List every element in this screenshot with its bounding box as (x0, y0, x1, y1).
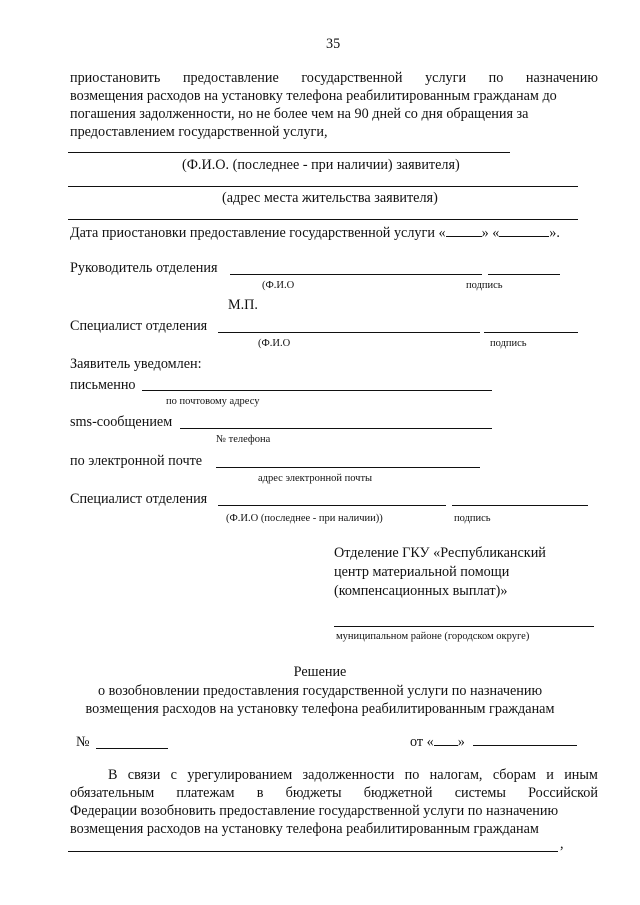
word: по (404, 767, 420, 783)
addressee-line-3: (компенсационных выплат)» (334, 583, 508, 599)
sms-field-line[interactable] (180, 428, 492, 429)
specialist2-label: Специалист отделения (70, 491, 208, 507)
word: услуги (425, 70, 467, 86)
specialist2-sign-caption: подпись (454, 513, 491, 524)
decision-day-field[interactable] (434, 745, 458, 746)
word: приостановить (70, 70, 161, 86)
decision-date-prefix: от « (410, 734, 434, 750)
stamp-mark: М.П. (228, 297, 258, 313)
applicant-fio-caption: (Ф.И.О. (последнее - при наличии) заявителя) (182, 157, 460, 173)
specialist1-label: Специалист отделения (70, 318, 208, 334)
suspension-day-field[interactable] (446, 236, 482, 237)
body-field-line[interactable] (68, 851, 558, 852)
decision-subtitle-2: возмещения расходов на установку телефона реабилитированным гражданам (85, 701, 555, 717)
head-sign-line[interactable] (488, 274, 560, 275)
decision-title: Решение (293, 664, 347, 680)
municipality-field-line[interactable] (334, 626, 594, 627)
intro-line-4: предоставлением государственной услуги, (70, 124, 328, 140)
suspension-month-field[interactable] (499, 236, 549, 237)
specialist2-sign-line[interactable] (452, 505, 588, 506)
body-line-1 (108, 767, 598, 784)
word: бюджетной (363, 785, 433, 801)
body-line-2 (70, 785, 598, 802)
suspension-date-end: ». (549, 225, 560, 241)
word: урегулированием (187, 767, 293, 783)
notified-label: Заявитель уведомлен: (70, 356, 202, 372)
decision-month-year-field[interactable] (473, 745, 577, 746)
word: системы (454, 785, 506, 801)
decision-number-field[interactable] (96, 748, 168, 749)
specialist2-fio-line[interactable] (218, 505, 446, 506)
word: по (488, 70, 504, 86)
word: сборам (492, 767, 536, 783)
word: и (546, 767, 554, 783)
specialist1-sign-caption: подпись (490, 338, 527, 349)
word: В (108, 767, 118, 783)
decision-subtitle-1: о возобновлении предоставления государственной услуги по назначению (97, 683, 543, 699)
word: предоставление (182, 70, 279, 86)
word: задолженности (302, 767, 395, 783)
letter-caption: по почтовому адресу (166, 396, 260, 407)
head-fio-line[interactable] (230, 274, 482, 275)
decision-number-label: № (76, 734, 90, 750)
word: обязательным (70, 785, 155, 801)
word: государственной (301, 70, 403, 86)
letter-field-line[interactable] (142, 390, 492, 391)
word: иным (564, 767, 598, 783)
municipality-caption: муниципальном районе (городском округе) (336, 631, 530, 642)
email-label: по электронной почте (70, 453, 203, 469)
decision-date-row (410, 734, 577, 751)
addressee-line-1: Отделение ГКУ «Республиканский (334, 545, 546, 561)
body-line-5-comma: , (560, 836, 564, 852)
email-field-line[interactable] (216, 467, 480, 468)
word: связи (127, 767, 161, 783)
word: Российской (528, 785, 598, 801)
sms-caption: № телефона (216, 434, 271, 445)
email-caption: адрес электронной почты (258, 473, 373, 484)
page-number: 35 (326, 36, 341, 52)
applicant-address-caption: (адрес места жительства заявителя) (222, 190, 438, 206)
specialist1-sign-line[interactable] (484, 332, 578, 333)
word: в (256, 785, 264, 801)
applicant-fio-line[interactable] (68, 152, 510, 153)
body-line-4: возмещения расходов на установку телефона реабилитированным гражданам (70, 821, 539, 837)
suspension-date-row (70, 225, 560, 242)
head-fio-caption: (Ф.И.О (262, 280, 295, 291)
body-line-3: Федерации возобновить предоставление государственной услуги по назначению (70, 803, 559, 819)
addressee-line-2: центр материальной помощи (334, 564, 510, 580)
suspension-date-mid: » « (481, 225, 500, 241)
word: бюджеты (285, 785, 342, 801)
head-sign-caption: подпись (466, 280, 503, 291)
applicant-address-line[interactable] (68, 186, 578, 187)
word: с (170, 767, 177, 783)
sms-label: sms-сообщением (70, 414, 173, 430)
intro-line-2: возмещения расходов на установку телефона реабилитированным гражданам до (70, 88, 557, 104)
head-label: Руководитель отделения (70, 260, 218, 276)
suspension-date-prefix: Дата приостановки предоставление государственной услуги « (70, 225, 446, 241)
specialist1-fio-line[interactable] (218, 332, 480, 333)
intro-line-1 (70, 70, 598, 87)
separator-line (68, 219, 578, 220)
word: назначению (525, 70, 598, 86)
specialist2-fio-caption: (Ф.И.О (последнее - при наличии)) (226, 513, 383, 524)
word: налогам, (429, 767, 483, 783)
letter-label: письменно (70, 377, 136, 393)
word: платежам (176, 785, 235, 801)
intro-line-3: погашения задолженности, но не более чем на 90 дней со дня обращения за (70, 106, 529, 122)
specialist1-fio-caption: (Ф.И.О (258, 338, 291, 349)
decision-date-mid: » (457, 734, 465, 750)
